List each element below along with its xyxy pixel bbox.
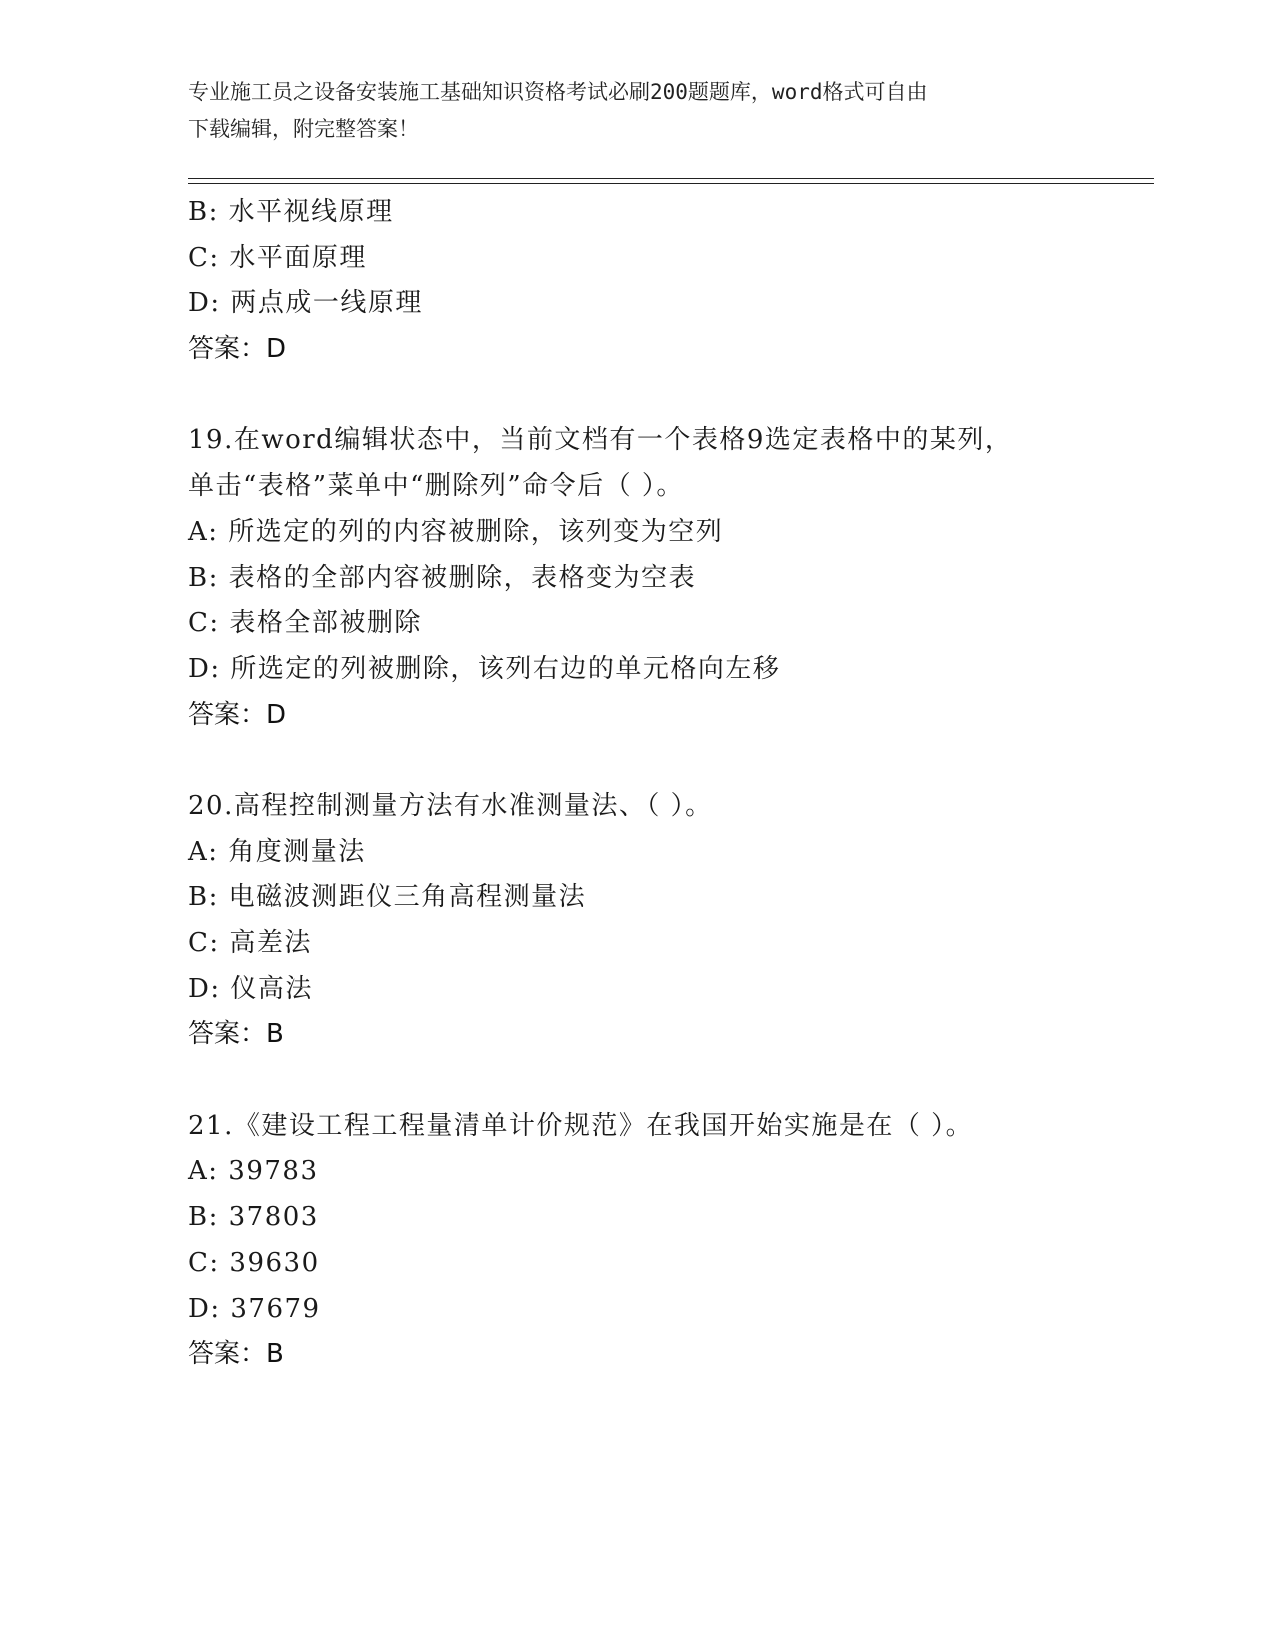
question-stem: 19.在word编辑状态中，当前文档有一个表格9选定表格中的某列，: [188, 425, 1013, 456]
option-d: D: 所选定的列被删除，该列右边的单元格向左移: [188, 653, 781, 684]
question-18: [188, 190, 1148, 373]
option-b: B: 37803: [188, 1202, 319, 1233]
question-stem: 21.《建设工程工程量清单计价规范》在我国开始实施是在（ ）。: [188, 1110, 974, 1141]
option-d: D: 37679: [188, 1293, 321, 1324]
answer-line: 答案：D: [188, 699, 287, 730]
answer-line: 答案：D: [188, 334, 287, 365]
spacer: [188, 373, 1148, 419]
question-21: [188, 1104, 1148, 1378]
document-header: [188, 74, 1088, 148]
option-c: C: 水平面原理: [188, 242, 367, 273]
option-a: A: 角度测量法: [188, 836, 366, 867]
answer-line: 答案：B: [188, 1339, 284, 1370]
header-line-1: 专业施工员之设备安装施工基础知识资格考试必刷200题题库，word格式可自由: [188, 80, 928, 104]
option-b: B: 电磁波测距仪三角高程测量法: [188, 882, 587, 913]
spacer: [188, 1058, 1148, 1104]
question-20: [188, 784, 1148, 1058]
question-stem: 20.高程控制测量方法有水准测量法、（ ）。: [188, 790, 713, 821]
question-19: [188, 418, 1148, 738]
header-line-2: 下载编辑，附完整答案！: [188, 117, 419, 141]
header-rule-thick: [188, 178, 1154, 179]
question-list: [188, 190, 1148, 1378]
header-rule-thin: [188, 183, 1154, 184]
option-b: B: 表格的全部内容被删除，表格变为空表: [188, 562, 697, 593]
question-stem-cont: 单击“表格”菜单中“删除列”命令后（ ）。: [188, 471, 684, 502]
option-c: C: 高差法: [188, 928, 312, 958]
spacer: [188, 738, 1148, 784]
option-a: A: 所选定的列的内容被删除，该列变为空列: [188, 516, 724, 547]
option-b: B: 水平视线原理: [188, 197, 394, 227]
option-d: D: 两点成一线原理: [188, 288, 423, 319]
option-c: C: 表格全部被删除: [188, 608, 422, 639]
option-c: C: 39630: [188, 1247, 320, 1278]
option-a: A: 39783: [188, 1156, 319, 1187]
answer-line: 答案：B: [188, 1019, 284, 1050]
option-d: D: 仪高法: [188, 973, 313, 1004]
